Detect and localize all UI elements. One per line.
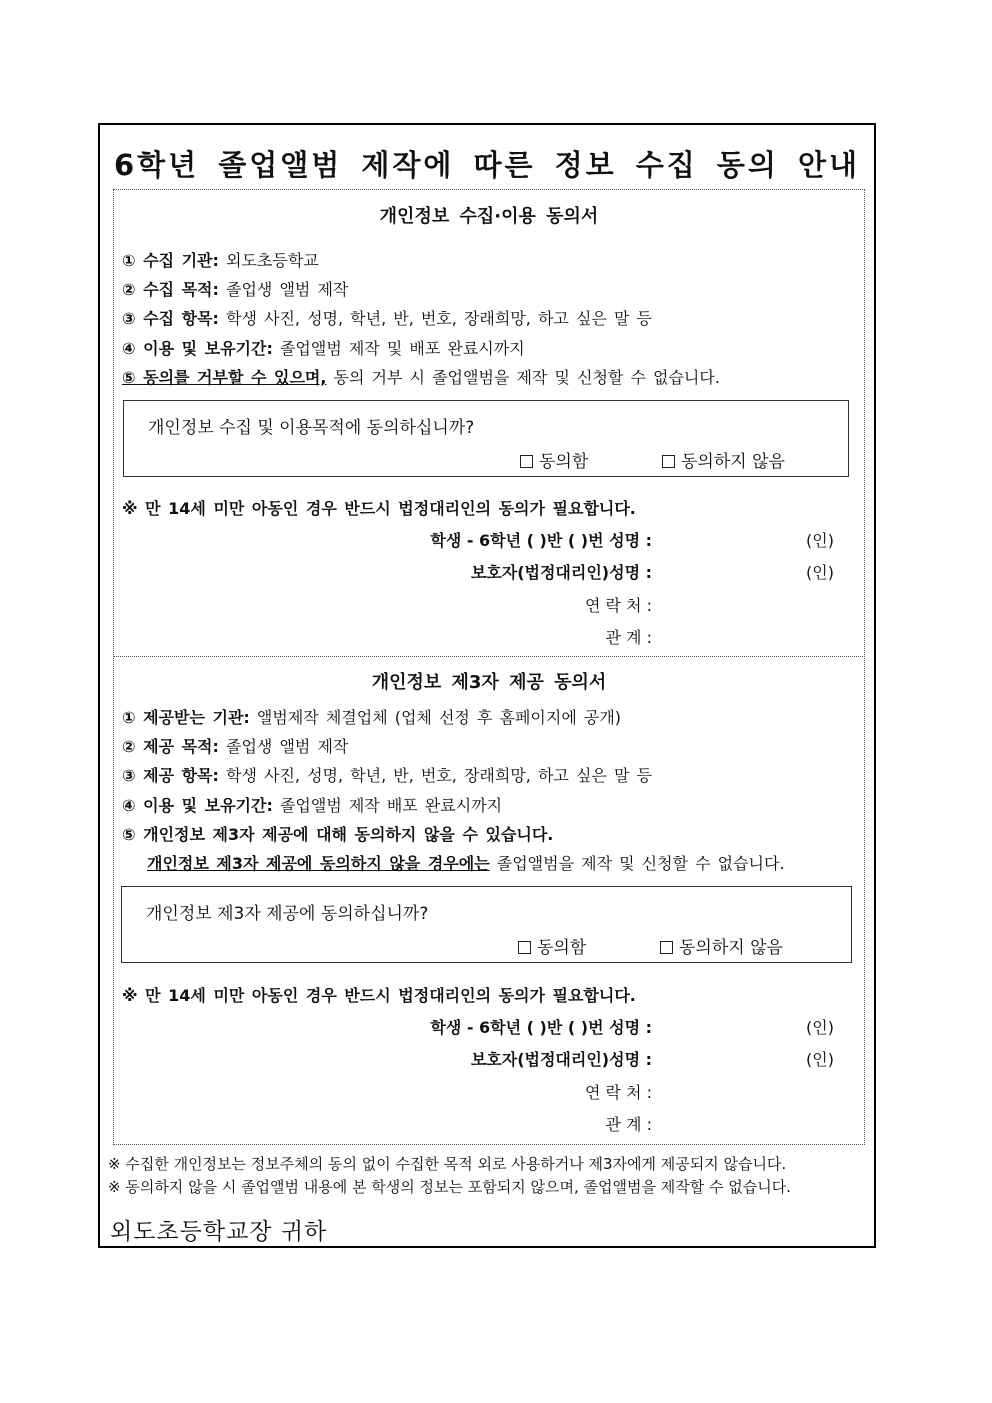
disagree-option[interactable]: 동의하지 않음	[662, 447, 785, 472]
signature-line: 외도초등학교장 귀하	[110, 1219, 328, 1245]
guardian-seal: (인)	[806, 563, 834, 582]
consent-question: 개인정보 제3자 제공에 동의하십니까?	[146, 904, 429, 924]
item-fields: ③ 수집 항목: 학생 사진, 성명, 학년, 반, 번호, 장래희망, 하고 싶은 말 등	[122, 309, 652, 328]
relation-label: 관 계 :	[605, 628, 652, 647]
guardian-notice: ※ 만 14세 미만 아동인 경우 반드시 법정대리인의 동의가 필요합니다.	[122, 499, 636, 518]
agree-option[interactable]: 동의함	[520, 447, 588, 472]
item-purpose: ② 수집 목적: 졸업생 앨범 제작	[122, 280, 349, 299]
item-institution: ① 수집 기관: 외도초등학교	[122, 251, 319, 270]
consent-question: 개인정보 수집 및 이용목적에 동의하십니까?	[148, 418, 475, 438]
item-purpose: ② 제공 목적: 졸업생 앨범 제작	[122, 737, 349, 756]
relation-label: 관 계 :	[605, 1115, 652, 1134]
item-recipient: ① 제공받는 기관: 앨범제작 체결업체 (업체 선정 후 홈페이지에 공개)	[122, 708, 622, 727]
item-fields: ③ 제공 항목: 학생 사진, 성명, 학년, 반, 번호, 장래희망, 하고 싶은 말 등	[122, 766, 652, 785]
contact-label: 연 락 처 :	[584, 1083, 652, 1102]
student-name-label: 학생 - 6학년 ( )반 ( )번 성명 :	[430, 531, 652, 550]
guardian-name-label: 보호자(법정대리인)성명 :	[470, 1050, 652, 1069]
student-seal: (인)	[806, 1018, 834, 1037]
section-heading: 개인정보 제3자 제공 동의서	[371, 672, 607, 693]
guardian-name-label: 보호자(법정대리인)성명 :	[470, 563, 652, 582]
checkbox-icon[interactable]	[662, 455, 675, 468]
item-retention: ④ 이용 및 보유기간: 졸업앨범 제작 배포 완료시까지	[122, 796, 503, 815]
consent-question-box	[121, 886, 852, 963]
guardian-notice: ※ 만 14세 미만 아동인 경우 반드시 법정대리인의 동의가 필요합니다.	[122, 986, 636, 1005]
disagree-option[interactable]: 동의하지 않음	[660, 933, 783, 958]
checkbox-icon[interactable]	[518, 941, 531, 954]
checkbox-icon[interactable]	[660, 941, 673, 954]
third-party-consent-section	[113, 656, 865, 1145]
student-seal: (인)	[806, 531, 834, 550]
guardian-seal: (인)	[806, 1050, 834, 1069]
student-name-label: 학생 - 6학년 ( )반 ( )번 성명 :	[430, 1018, 652, 1037]
contact-label: 연 락 처 :	[584, 596, 652, 615]
agree-option[interactable]: 동의함	[518, 933, 586, 958]
refusal-consequence: 개인정보 제3자 제공에 동의하지 않을 경우에는 졸업앨범을 제작 및 신청할 수 없습니다.	[147, 854, 785, 873]
checkbox-icon[interactable]	[520, 455, 533, 468]
item-retention: ④ 이용 및 보유기간: 졸업앨범 제작 및 배포 완료시까지	[122, 339, 525, 358]
item-refusal: ⑤ 동의를 거부할 수 있으며, 동의 거부 시 졸업앨범을 제작 및 신청할 수 없습니다.	[122, 368, 720, 387]
footer-note: ※ 수집한 개인정보는 정보주체의 동의 없이 수집한 목적 외로 사용하거나 제3자에게 제공되지 않습니다.	[108, 1155, 787, 1173]
consent-form	[98, 123, 876, 1248]
consent-question-box	[123, 400, 849, 477]
page-title: 6학년 졸업앨범 제작에 따른 정보 수집 동의 안내	[113, 148, 861, 182]
footer-note: ※ 동의하지 않을 시 졸업앨범 내용에 본 학생의 정보는 포함되지 않으며, 졸업앨범을 제작할 수 없습니다.	[108, 1178, 791, 1196]
item-refusal: ⑤ 개인정보 제3자 제공에 대해 동의하지 않을 수 있습니다.	[122, 825, 554, 844]
section-heading: 개인정보 수집·이용 동의서	[379, 206, 599, 227]
collection-consent-section	[113, 189, 865, 657]
